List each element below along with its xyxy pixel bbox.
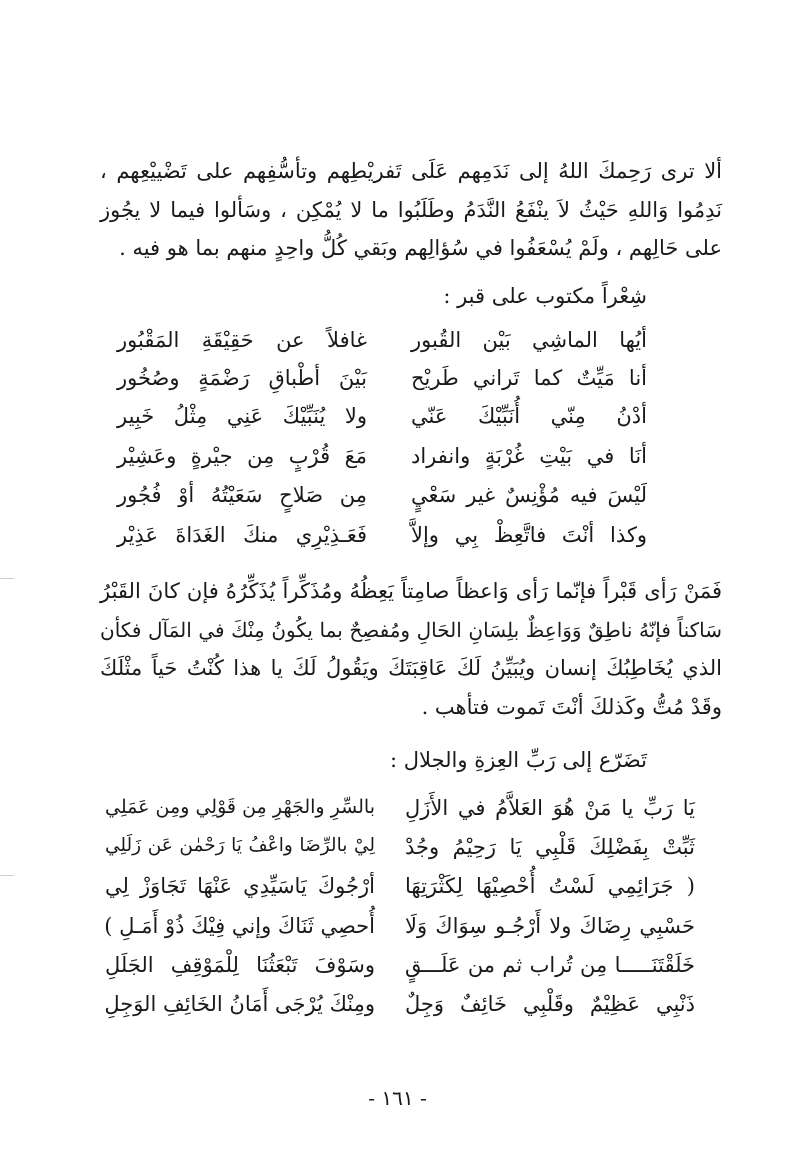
page-number: - ١٦١ - — [368, 1086, 427, 1110]
verse-first-hemistich: ذَنْبِي عَظِيْمٌ وقَلْبِي خَائِفٌ وَجِلٌ — [405, 992, 695, 1016]
verse — [0, 835, 795, 873]
verse-first-hemistich: حَسْبِي رِضَاكَ ولا أَرْجُـو سِوَاكَ وَلَا — [405, 914, 695, 938]
verse-second-hemistich: وسَوْفَ تَبْعَثُنَا لِلْمَوْقِفِ الجَلَلِ — [105, 953, 375, 977]
verse-second-hemistich: مِن صَلاحٍ سَعَيْتُهُ أوْ فُجُور — [117, 483, 367, 507]
verse — [0, 444, 795, 482]
verse-first-hemistich: أنا مَيِّتٌ كما تَراني طَريْح — [411, 366, 647, 390]
verse — [0, 953, 795, 991]
verse — [0, 328, 795, 366]
paragraph-line: وقَدْ مُتُّ وكَذلكَ أنْتَ تَموت فتأهب . — [421, 694, 722, 719]
verse-second-hemistich: أُحصِي ثَنَاكَ وإني فِيْكَ ذُوْ أَمَـلِ ) — [104, 914, 375, 938]
verse-first-hemistich: ثَبِّتْ بِفَضْلِكَ قَلْبِي يَا رَحِيْمُ وجُدْ — [405, 835, 695, 859]
verse — [0, 874, 795, 912]
verse-first-hemistich: لَيْسَ فيه مُؤْنِسٌ غير سَعْيٍ — [411, 483, 647, 507]
poem-2-heading: تَضَرّع إلى رَبِّ العِزةِ والجلال : — [390, 748, 647, 772]
verse — [0, 404, 795, 442]
verse-first-hemistich: أيُها الماشِي بَيْن القُبور — [411, 328, 647, 352]
paragraph-line: نَدِمُوا وَاللهِ حَيْثُ لاَ ينْفَعُ النَّدَمُ وطَلَبُوا ما لا يُمْكِن ، وسَألوا فيما لا يجُوز — [100, 197, 722, 222]
verse-first-hemistich: أدْنُ مِنّي أُنَبِّيْكَ عَنّي — [411, 404, 647, 428]
verse — [0, 483, 795, 521]
paragraph-line: سَاكناً فإنّهُ ناطِقٌ وَوَاعِظٌ بلِسَانِ الحَالِ ومُفصِحٌ بما يكُونُ مِنْكَ في المَآل فكأن — [100, 617, 722, 642]
verse-second-hemistich: لِيْ بالرِّضَا واعْفُ يَا رَحْمٰن عَن زَلَلِي — [105, 835, 375, 856]
verse-first-hemistich: يَا رَبِّ يا مَنْ هُوَ العَلاَّمُ في الأَزَلِ — [405, 796, 695, 820]
poem-1-heading: شِعْراً مكتوب على قبر : — [443, 284, 647, 308]
verse — [0, 992, 795, 1030]
verse-second-hemistich: بالسِّرِ والجَهْرِ مِن قَوْلِي ومِن عَمَلِي — [105, 796, 375, 818]
verse — [0, 366, 795, 404]
paragraph-line: فَمَنْ رَأى قَبْراً فإنّما رَأى وَاعظاً صامِتاً يَعِظُهُ ومُذَكِّراً يُذَكِّرُهُ فإن كانَ القَبْرُ — [100, 579, 722, 603]
paragraph-line: ألا ترى رَحِمكَ اللهُ إلى نَدَمِهم عَلَى تَفريْطِهم وتأسُّفِهم على تَضْييْعِهم ، — [100, 159, 722, 183]
paragraph-2 — [100, 572, 722, 726]
paragraph-line: الذي يُخَاطِبُكَ إنسان ويُبَيِّنُ لَكَ عَاقِبَتَكَ ويَقُولُ لَكَ يا هذا كُنْتُ حَياً مثْلَكَ — [100, 656, 722, 680]
verse — [0, 523, 795, 561]
verse — [0, 914, 795, 952]
verse-second-hemistich: غافلاً عن حَقِيْقَةِ المَقْبُور — [117, 328, 367, 352]
verse-first-hemistich: ( جَرَائِمِي لَسْتُ أُحْصِيْهَا لِكَثْرَتِهَا — [405, 874, 695, 898]
poem-2 — [0, 796, 795, 1036]
verse-second-hemistich: مَعَ قُرْبٍ مِن جيْرةٍ وعَشِيْر — [117, 444, 367, 468]
paragraph-line: على حَالِهم ، ولَمْ يُسْعَفُوا في سُؤالِهم وبَقي كُلُّ واحِدٍ منهم بما هو فيه . — [119, 236, 722, 260]
verse-first-hemistich: خَلَقْتَنَـــــا مِن تُراب ثم من عَلَـــقٍ — [405, 953, 695, 977]
verse-first-hemistich: أنَا في بَيْتِ غُرْبَةٍ وانفراد — [411, 444, 647, 468]
verse-second-hemistich: بَيْنَ أطْباقِ رَضْمَةٍ وصُخُور — [117, 366, 367, 390]
verse-first-hemistich: وكذا أنْتَ فاتَّعِظْ بِي وإلاَّ — [411, 523, 647, 547]
paragraph-1 — [100, 152, 722, 268]
verse-second-hemistich: ومِنْكَ يُرْجَى أَمَانُ الخَائِفِ الوَجِلِ — [104, 992, 375, 1016]
scan-edge-mark — [0, 875, 14, 876]
verse — [0, 796, 795, 834]
scan-edge-mark — [0, 578, 14, 579]
poem-1 — [0, 328, 795, 568]
verse-second-hemistich: ولا يُنَبِّيْكَ عَنِي مِثْلُ خَبِير — [117, 404, 367, 428]
verse-second-hemistich: أرْجُوكَ يَاسَيِّدِي عَنْهَا تَجَاوَزْ لِي — [105, 874, 375, 898]
verse-second-hemistich: فَعَـذِيْرِي منكَ الغَدَاةَ عَذِيْر — [117, 523, 367, 547]
